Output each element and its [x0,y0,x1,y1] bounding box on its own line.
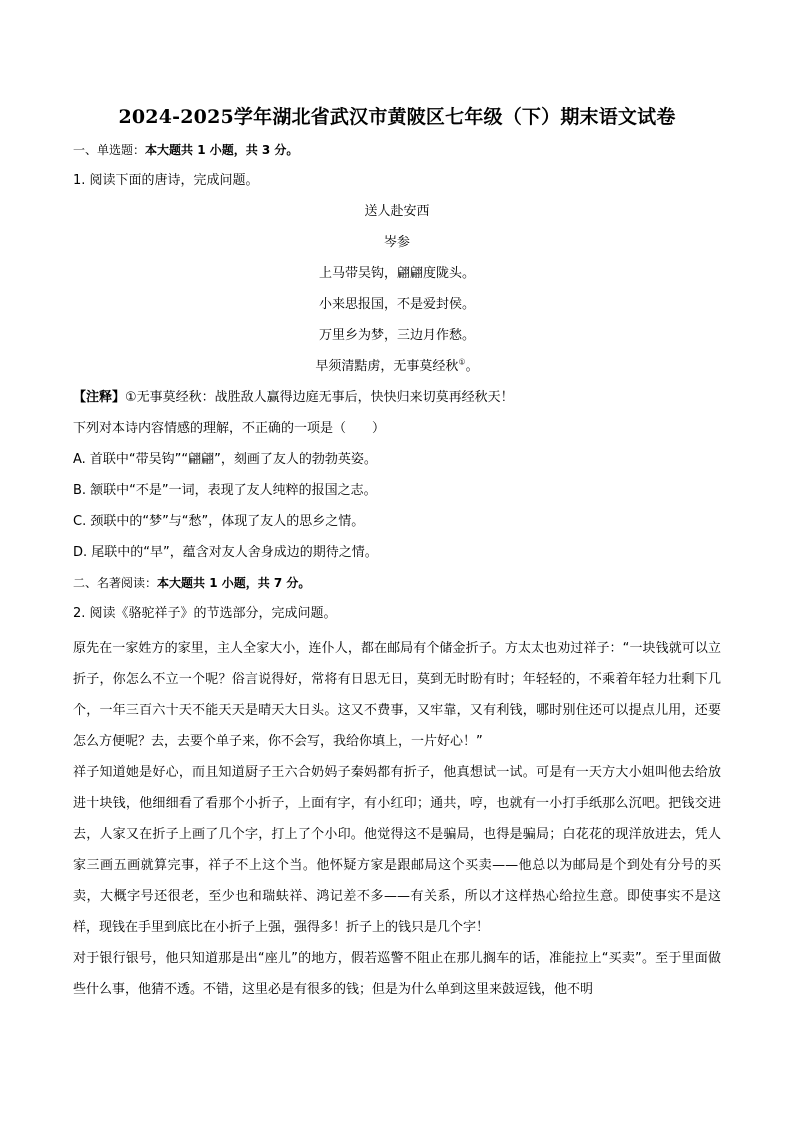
section-heading-detail: 本大题共 1 小题，共 7 分。 [157,576,311,590]
poem-line-4-end: 。 [465,359,479,374]
footnote-marker: ① [458,357,466,367]
section-heading-classics-reading [73,572,721,594]
option-d: D. 尾联中的“早”，蕴含对友人舍身成边的期待之情。 [73,545,378,560]
passage-paragraph-2: 祥子知道她是好心，而且知道厨子王六合奶妈子秦妈都有折子，他真想试一试。可是有一天方大小姐叫他去给放进十块钱，他细细看了看那个小折子，上面有字，有小红印；通共，哼，也就有一小打手纸那么沉吧。把钱交进去，人家又在折子上画了几个字，打上了个小印。他觉得这不是骗局，也得是骗局；白花花的现洋放进去，凭人家三画五画就算完事，祥子不上这个当。他怀疑方家是跟邮局这个买卖——他总以为邮局是个到处有分号的买卖，大概字号还很老，至少也和瑞蚨祥、鸿记差不多——有关系，所以才这样热心给拉生意。即使事实不是这样，现钱在手里到底比在小折子上强，强得多！折子上的钱只是几个字！ [73,765,721,935]
note-label: 【注释】 [73,390,126,405]
question-1-stem: 1. 阅读下面的唐诗，完成问题。 [73,173,259,188]
poem-title: 送人赴安西 [364,204,430,219]
poem-line-4-text: 早须清黠虏，无事莫经秋 [315,359,459,374]
section-heading-prefix: 一、单选题： [73,143,146,157]
section-heading-single-choice [73,139,721,161]
section-heading-detail: 本大题共 1 小题，共 3 分。 [145,143,299,157]
option-c: C. 颈联中的“梦”与“愁”，体现了友人的思乡之情。 [73,514,365,529]
option-a: A. 首联中“带吴钩”“翩翩”，刻画了友人的勃勃英姿。 [73,452,377,467]
question-2-stem: 2. 阅读《骆驼祥子》的节选部分，完成问题。 [73,606,337,621]
note-text: ①无事莫经秋：战胜敌人赢得边庭无事后，快快归来切莫再经秋天！ [125,390,514,405]
poem-author: 岑参 [383,235,410,250]
option-b: B. 颔联中“不是”一词，表现了友人纯粹的报国之志。 [73,483,377,498]
poem-line-4 [73,355,721,378]
poem-line-1: 上马带吴钩，翩翩度陇头。 [318,266,475,281]
passage-paragraph-3: 对于银行银号，他只知道那是出“座儿”的地方，假若巡警不阻止在那儿搁车的话，准能拉上“买卖”。至于里面做些什么事，他猜不透。不错，这里必是有很多的钱；但是为什么单到这里来鼓逗钱，他不明 [73,951,721,997]
poem-line-3: 万里乡为梦，三边月作愁。 [318,328,475,343]
page-title: 2024-2025学年湖北省武汉市黄陂区七年级（下）期末语文试卷 [118,106,676,128]
passage-paragraph-1: 原先在一家姓方的家里，主人全家大小，连仆人，都在邮局有个储金折子。方太太也劝过祥子：“一块钱就可以立折子，你怎么不立一个呢？俗言说得好，常将有日思无日，莫到无时盼有时；年轻轻的，不乘着年轻力壮剩下几个，一年三百六十天不能天天是晴天大日头。这又不费事，又牢靠，又有利钱，哪时别住还可以提点儿用，还要怎么方便呢？去，去要个单子来，你不会写，我给你填上，一片好心！” [73,641,721,749]
page-content [73,103,721,1005]
poem-note [73,386,721,409]
poem-line-2: 小来思报国，不是爱封侯。 [318,297,475,312]
question-1-prompt: 下列对本诗内容情感的理解，不正确的一项是（ ） [73,421,386,436]
section-heading-prefix: 二、名著阅读： [73,576,158,590]
